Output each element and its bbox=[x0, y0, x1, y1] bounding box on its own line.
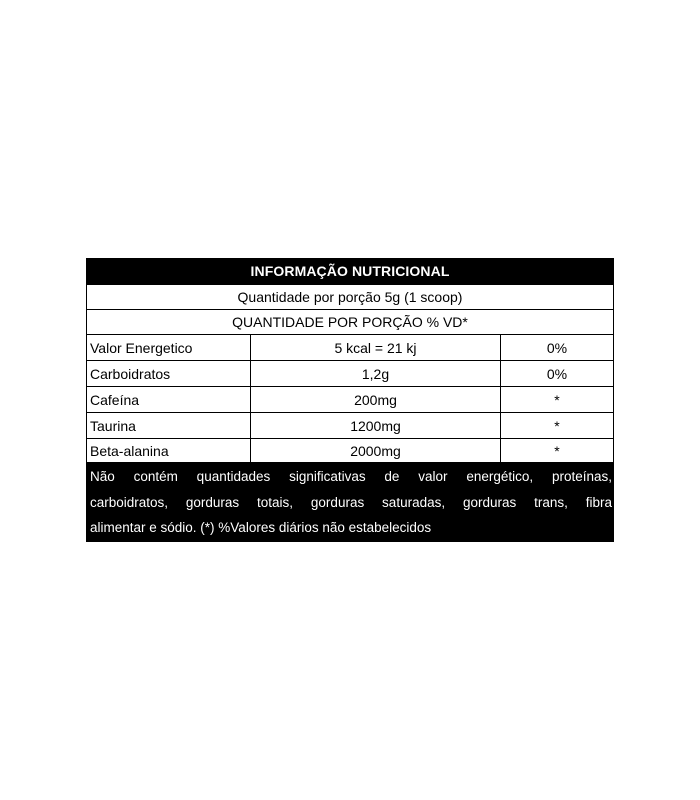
footnote-line: Não contém quantidades significativas de valor energético, proteínas, bbox=[90, 469, 612, 484]
nutrient-daily-value: 0% bbox=[546, 365, 568, 382]
nutrition-title: INFORMAÇÃO NUTRICIONAL bbox=[250, 263, 450, 279]
nutrient-name: Beta-alanina bbox=[90, 442, 169, 459]
nutrition-facts-panel bbox=[86, 258, 614, 542]
nutrient-amount: 1200mg bbox=[350, 417, 401, 434]
nutrient-daily-value: 0% bbox=[546, 339, 568, 356]
nutrient-amount: 2000mg bbox=[350, 442, 401, 459]
table-header-text: QUANTIDADE POR PORÇÃO % VD* bbox=[232, 314, 468, 330]
table-header-row bbox=[87, 310, 613, 334]
serving-size-text: Quantidade por porção 5g (1 scoop) bbox=[237, 289, 463, 305]
table-row bbox=[87, 335, 613, 360]
nutrient-daily-value: * bbox=[554, 442, 560, 459]
footnote bbox=[90, 464, 612, 541]
nutrient-daily-value: * bbox=[554, 391, 560, 408]
nutrient-name: Carboidratos bbox=[90, 365, 171, 382]
table-row bbox=[87, 439, 613, 462]
table-row bbox=[87, 387, 613, 412]
nutrient-amount: 200mg bbox=[354, 391, 397, 408]
table-row bbox=[87, 413, 613, 438]
table-row bbox=[87, 361, 613, 386]
nutrient-name: Valor Energetico bbox=[90, 339, 193, 356]
nutrient-name: Cafeína bbox=[90, 391, 140, 408]
footnote-line: alimentar e sódio. (*) %Valores diários não estabelecidos bbox=[90, 520, 432, 535]
footnote-line: carboidratos, gorduras totais, gorduras saturadas, gorduras trans, fibra bbox=[90, 494, 612, 510]
nutrient-amount: 1,2g bbox=[361, 365, 390, 382]
nutrient-name: Taurina bbox=[90, 417, 136, 434]
nutrient-daily-value: * bbox=[554, 417, 560, 434]
nutrient-amount: 5 kcal = 21 kj bbox=[334, 339, 417, 356]
serving-size-row bbox=[87, 285, 613, 309]
